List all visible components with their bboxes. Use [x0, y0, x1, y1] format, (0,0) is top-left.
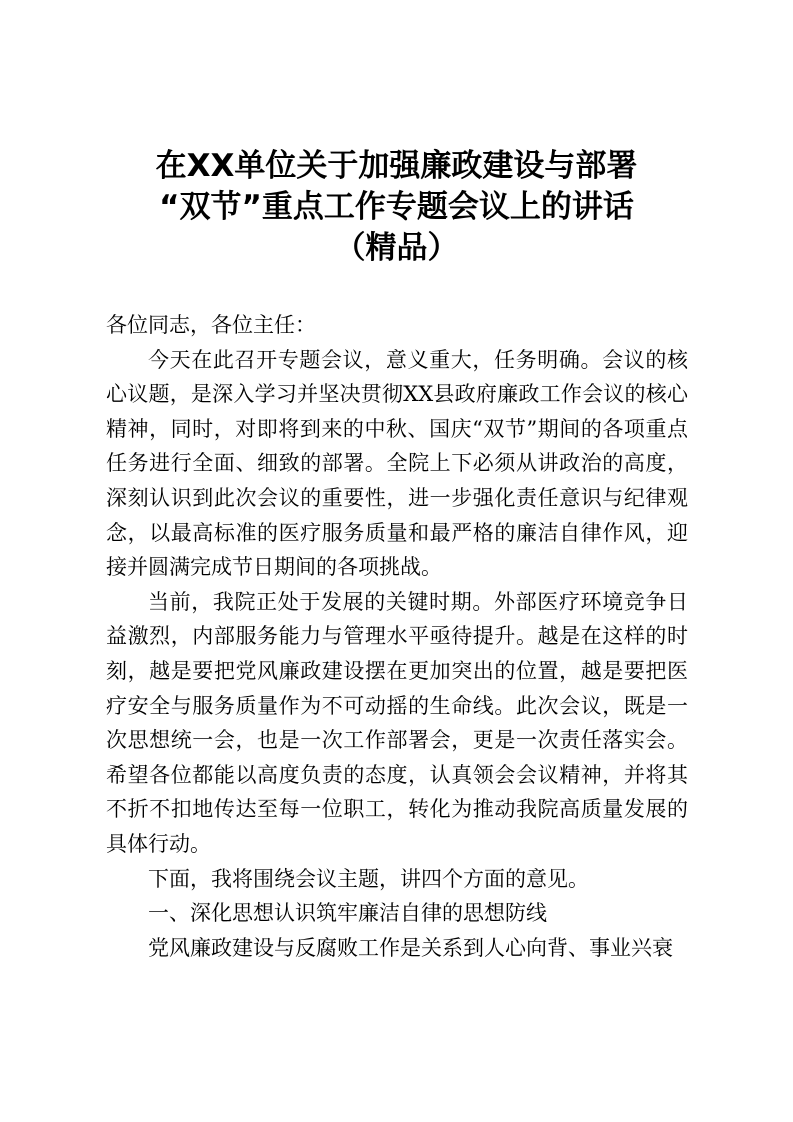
paragraph-4: 党风廉政建设与反腐败工作是关系到人心向背、事业兴衰 [148, 935, 673, 960]
document-body [106, 308, 688, 965]
document-title [100, 146, 693, 269]
paragraph-2: 当前，我院正处于发展的关键时期。外部医疗环境竞争日益激烈，内部服务能力与管理水平亟待提升。越是在这样的时刻，越是要把党风廉政建设摆在更加突出的位置，越是要把医疗安全与服务质量作为不可动摇的生命线。此次会议，既是一次思想统一会，也是一次工作部署会，更是一次责任落实会。希望各位都能以高度负责的态度，认真领会会议精神，并将其不折不扣地传达至每一位职工，转化为推动我院高质量发展的具体行动。 [106, 589, 688, 856]
paragraph-3: 下面，我将围绕会议主题，讲四个方面的意见。 [148, 866, 589, 891]
title-line-2: “双节”重点工作专题会议上的讲话 [159, 189, 634, 225]
salutation: 各位同志，各位主任： [106, 313, 316, 337]
title-line-1: 在XX单位关于加强廉政建设与部署 [155, 148, 638, 184]
title-line-3: （精品） [334, 230, 459, 266]
section-heading-1: 一、深化思想认识筑牢廉洁自律的思想防线 [148, 901, 547, 926]
paragraph-1: 今天在此召开专题会议，意义重大，任务明确。会议的核心议题，是深入学习并坚决贯彻XX县政府廉政工作会议的核心精神，同时，对即将到来的中秋、国庆“双节”期间的各项重点任务进行全面、细致的部署。全院上下必须从讲政治的高度，深刻认识到此次会议的重要性，进一步强化责任意识与纪律观念，以最高标准的医疗服务质量和最严格的廉洁自律作风，迎接并圆满完成节日期间的各项挑战。 [106, 347, 688, 580]
